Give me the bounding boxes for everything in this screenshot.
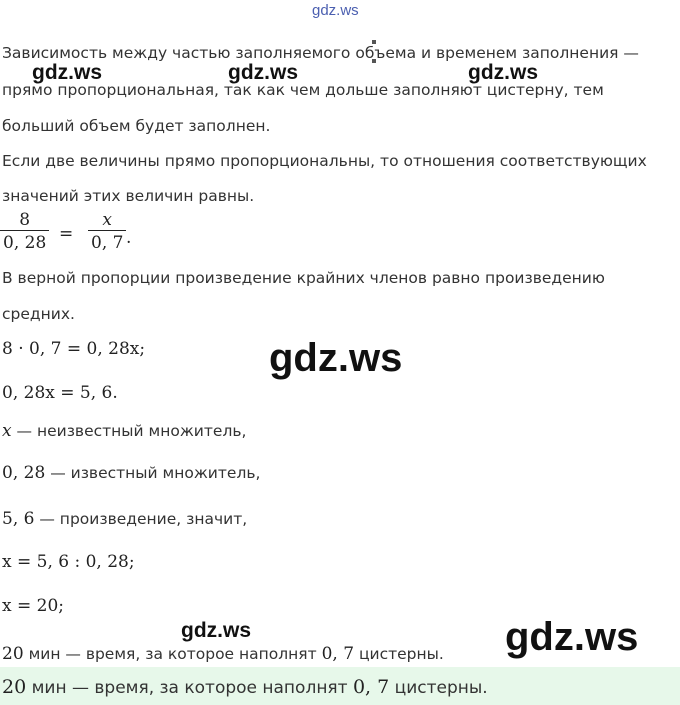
equation-3 [2,420,246,442]
cropped-glyph-remnant [372,29,386,33]
answer-line-2 [2,676,488,699]
watermark-top: gdz.ws [312,2,359,19]
watermark-center: gdz.ws [269,336,403,380]
equation-3-math: x [2,421,12,441]
watermark: gdz.ws [468,61,539,84]
equation-4-text: — известный множитель, [45,464,261,482]
watermark-bottom-small: gdz.ws [181,619,252,642]
fraction-right-denominator: 0, 7 [88,230,126,253]
equation-3-text: — неизвестный множитель, [11,422,247,440]
text-line-3: больший объем будет заполнен. [2,117,271,135]
text-line-2: прямо пропорциональная, так как чем дольше заполняют цистерну, тем [2,81,604,99]
equation-5-math: 5, 6 [2,509,35,529]
equation-5 [2,508,247,530]
equals-sign: = [59,224,74,244]
answer-2-number: 20 [2,676,27,698]
fraction-left [0,210,49,253]
equation-7: x = 20; [2,596,64,616]
equation-6: x = 5, 6 : 0, 28; [2,552,135,572]
text-line-5: значений этих величин равны. [2,187,255,205]
equation-4 [2,462,260,484]
answer-1-fraction: 0, 7 [321,644,355,664]
fraction-left-denominator: 0, 28 [0,230,49,253]
fraction-right [88,210,126,253]
text-line-4: Если две величины прямо пропорциональны, то отношения соответствующих [2,152,647,170]
text-line-7: средних. [2,305,75,323]
fraction-right-numerator: x [102,210,113,230]
answer-2-tail: цистерны. [389,678,488,698]
fraction-left-numerator: 8 [19,210,31,230]
text-line-6: В верной пропорции произведение крайних членов равно произведению [2,269,605,287]
answer-1-tail: цистерны. [354,645,444,663]
answer-1-number: 20 [2,644,24,664]
watermark: gdz.ws [228,61,299,84]
answer-1-text: мин — время, за которое наполнят [23,645,322,663]
equation-1: 8 · 0, 7 = 0, 28x; [2,339,146,359]
proportion-end: . [126,228,132,248]
watermark: gdz.ws [32,61,103,84]
answer-2-fraction: 0, 7 [352,676,390,698]
watermark-bottom-large: gdz.ws [505,615,639,659]
answer-2-text: мин — время, за которое наполнят [26,678,353,698]
equation-4-math: 0, 28 [2,463,46,483]
answer-line-1 [2,643,444,665]
equation-2: 0, 28x = 5, 6. [2,383,118,403]
text-line-1: Зависимость между частью заполняемого объема и временем заполнения — [2,44,639,62]
equation-5-text: — произведение, значит, [34,510,248,528]
